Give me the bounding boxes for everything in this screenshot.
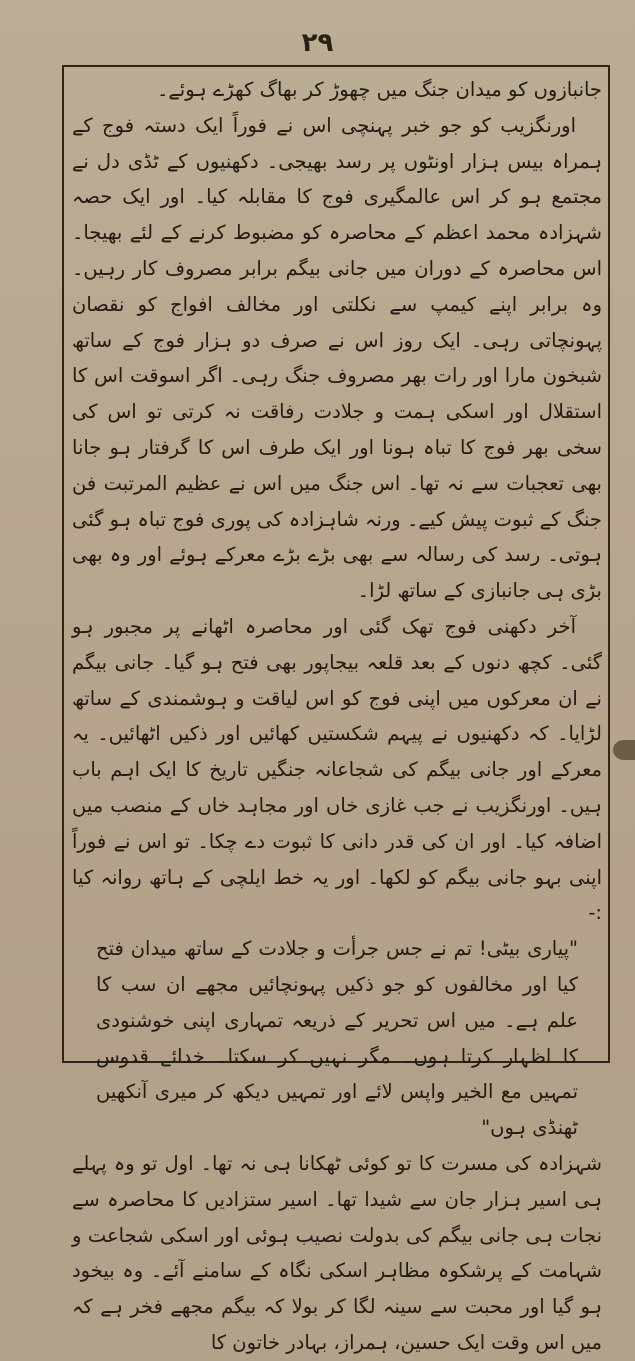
paragraph-2: اورنگزیب کو جو خبر پہنچی اس نے فوراً ایک دستہ فوج کے ہمراہ بیس ہزار اونٹوں پر رسد بھیجی۔ دکھنیوں کے ٹڈی دل نے مجتمع ہو کر اس عالمگیری فوج کا مقابلہ کیا۔ اور ایک حصہ شہزادہ محمد اعظم کے محاصرہ کو مضبوط کرنے کے لئے بھیجا۔ اس محاصرہ کے دوران میں جانی بیگم برابر مصروف کار رہیں۔ وہ برابر اپنے کیمپ سے نکلتی اور مخالف افواج کو نقصان پہونچاتی رہی۔ ایک روز اس نے صرف دو ہزار فوج کے ساتھ شبخون مارا اور رات بھر مصروف جنگ رہی۔ اگر اسوقت اس کا استقلال اور اسکی ہمت و جلادت رفاقت نہ کرتی تو اس کی سخی بھر فوج کا تباہ ہونا اور ایک طرف اس کا گرفتار ہو جانا بھی تعجبات سے نہ تھا۔ اس جنگ میں اس نے عظیم المرتبت فن جنگ کے ثبوت پیش کیے۔ ورنہ شاہزادہ کی پوری فوج تباہ ہو گئی ہوتی۔ رسد کی رسالہ سے بھی بڑے بڑے معرکے ہوئے اور وہ بھی بڑی ہی جانبازی کے ساتھ لڑا۔ [72,113,602,603]
page-text-block [72,72,602,1361]
page-tear-mark [613,740,635,760]
paragraph-1: جانبازوں کو میدان جنگ میں چھوڑ کر بھاگ کھڑے ہوئے۔ [156,78,602,101]
closing-paragraph: شہزادہ کی مسرت کا تو کوئی ٹھکانا ہی نہ تھا۔ اول تو وہ پہلے ہی اسیر ہزار جان سے شیدا تھا۔ اسیر ستزادیں کا محاصرہ سے نجات ہی جانی بیگم کی بدولت نصیب ہوئی اور اسکی شجاعت و شہامت کے پرشکوہ مظاہر اسکی نگاہ کے سامنے آئے۔ وہ بیخود ہو گیا اور محبت سے سینہ لگا کر بولا کہ بیگم مجھے فخر ہے کہ میں اس وقت ایک حسین، ہمراز، بہادر خاتون کا [72,1151,602,1354]
paragraph-3: آخر دکھنی فوج تھک گئی اور محاصرہ اٹھانے پر مجبور ہو گئی۔ کچھ دنوں کے بعد قلعہ بیجاپور بھی فتح ہو گیا۔ جانی بیگم نے ان معرکوں میں اپنی فوج کو اس لیاقت و ہوشمندی کے ساتھ لڑایا۔ کہ دکھنیوں نے پیہم شکستیں کھائیں اور ذکیں اٹھائیں۔ یہ معرکے اور جانی بیگم کی شجاعانہ جنگیں تاریخ کا ایک اہم باب ہیں۔ اورنگزیب نے جب غازی خاں اور مجاہد خاں کے منصب میں اضافہ کیا۔ اور ان کی قدر دانی کا ثبوت دے چکا۔ تو اس نے فوراً اپنی بہو جانی بیگم کو لکھا۔ اور یہ خط ایلچی کے ہاتھ روانہ کیا :- [72,614,602,925]
page-number: ۲۹ [301,28,334,58]
letter-quote: "پیاری بیٹی! تم نے جس جرأت و جلادت کے ساتھ میدان فتح کیا اور مخالفوں کو جو ذکیں پہونچائیں مجھے ان سب کا علم ہے۔ میں اس تحریر کے ذریعہ تمہاری اپنی خوشنودی کا اظہار کرتا ہوں۔ مگر نہیں کر سکتا۔ خدائے قدوس تمہیں مع الخیر واپس لائے اور تمہیں دیکھ کر میری آنکھیں ٹھنڈی ہوں" [96,937,578,1140]
